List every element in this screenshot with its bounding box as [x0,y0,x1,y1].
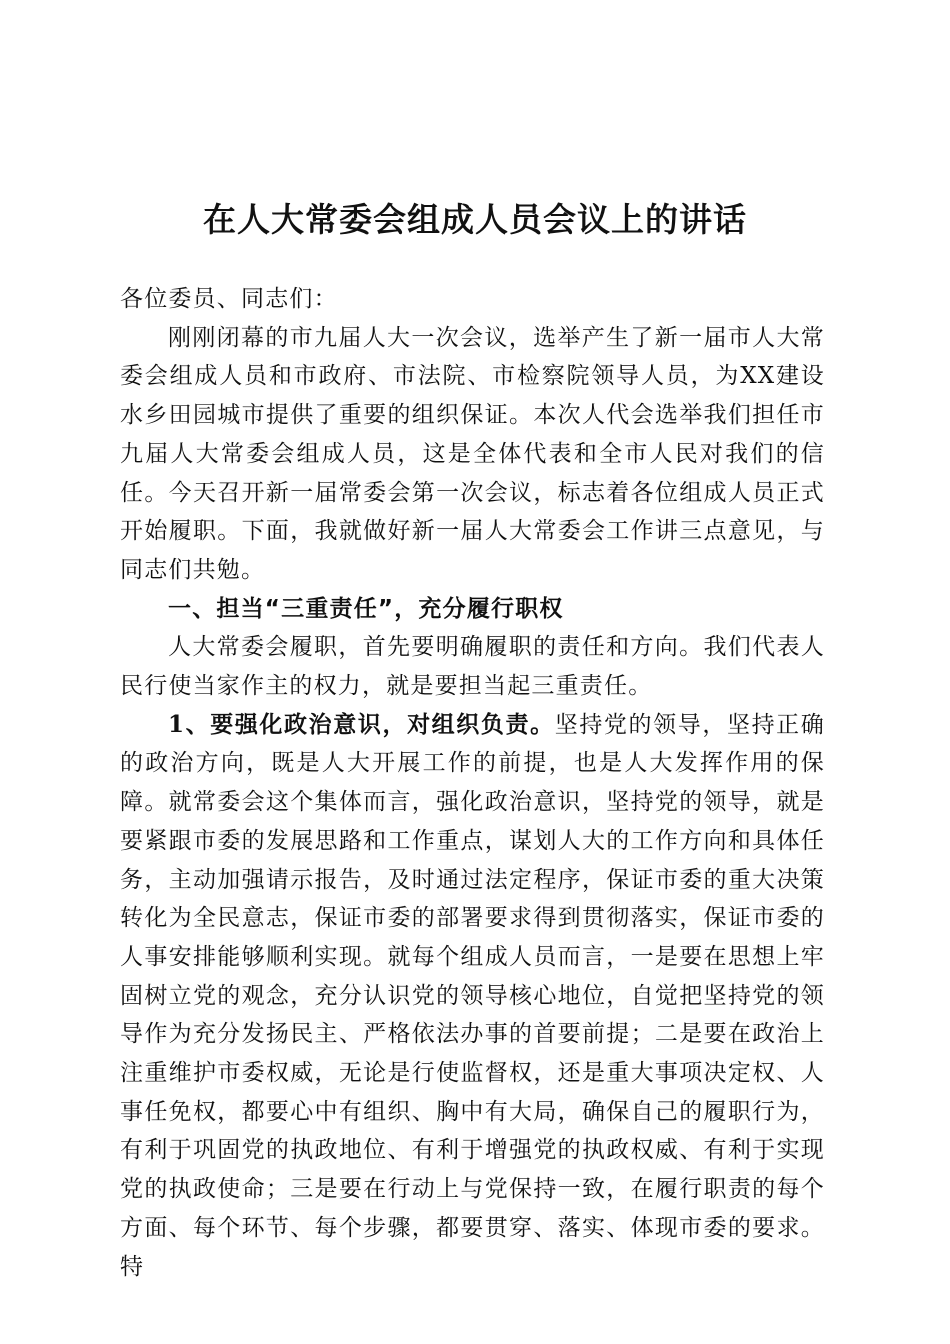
point-1-subheading: 1、要强化政治意识，对组织负责。 [168,710,555,738]
document-body [120,280,825,1286]
paragraph-point-1 [120,706,825,1287]
salutation: 各位委员、同志们： [120,286,338,312]
document-title: 在人大常委会组成人员会议上的讲话 [203,200,747,239]
paragraph-opening: 刚刚闭幕的市九届人大一次会议，选举产生了新一届市人大常委会组成人员和市政府、市法院、市检察院领导人员，为XX建设水乡田园城市提供了重要的组织保证。本次人代会选举我们担任市九届人大常委会组成人员，这是全体代表和全市人民对我们的信任。今天召开新一届常委会第一次会议，标志着各位组成人员正式开始履职。下面，我就做好新一届人大常委会工作讲三点意见，与同志们共勉。 [120,324,825,583]
section-heading-1: 一、担当“三重责任”，充分履行职权 [168,595,564,622]
paragraph-section-intro: 人大常委会履职，首先要明确履职的责任和方向。我们代表人民行使当家作主的权力，就是要担当起三重责任。 [120,634,825,700]
point-1-text: 坚持党的领导，坚持正确的政治方向，既是人大开展工作的前提，也是人大发挥作用的保障。就常委会这个集体而言，强化政治意识，坚持党的领导，就是要紧跟市委的发展思路和工作重点，谋划人大的工作方向和具体任务，主动加强请示报告，及时通过法定程序，保证市委的重大决策转化为全民意志，保证市委的部署要求得到贯彻落实，保证市委的人事安排能够顺利实现。就每个组成人员而言，一是要在思想上牢固树立党的观念，充分认识党的领导核心地位，自觉把坚持党的领导作为充分发扬民主、严格依法办事的首要前提；二是要在政治上注重维护市委权威，无论是行使监督权，还是重大事项决定权、人事任免权，都要心中有组织、胸中有大局，确保自己的履职行为，有利于巩固党的执政地位、有利于增强党的执政权威、有利于实现党的执政使命；三是要在行动上与党保持一致，在履行职责的每个方面、每个环节、每个步骤，都要贯穿、落实、体现市委的要求。特 [120,711,825,1280]
